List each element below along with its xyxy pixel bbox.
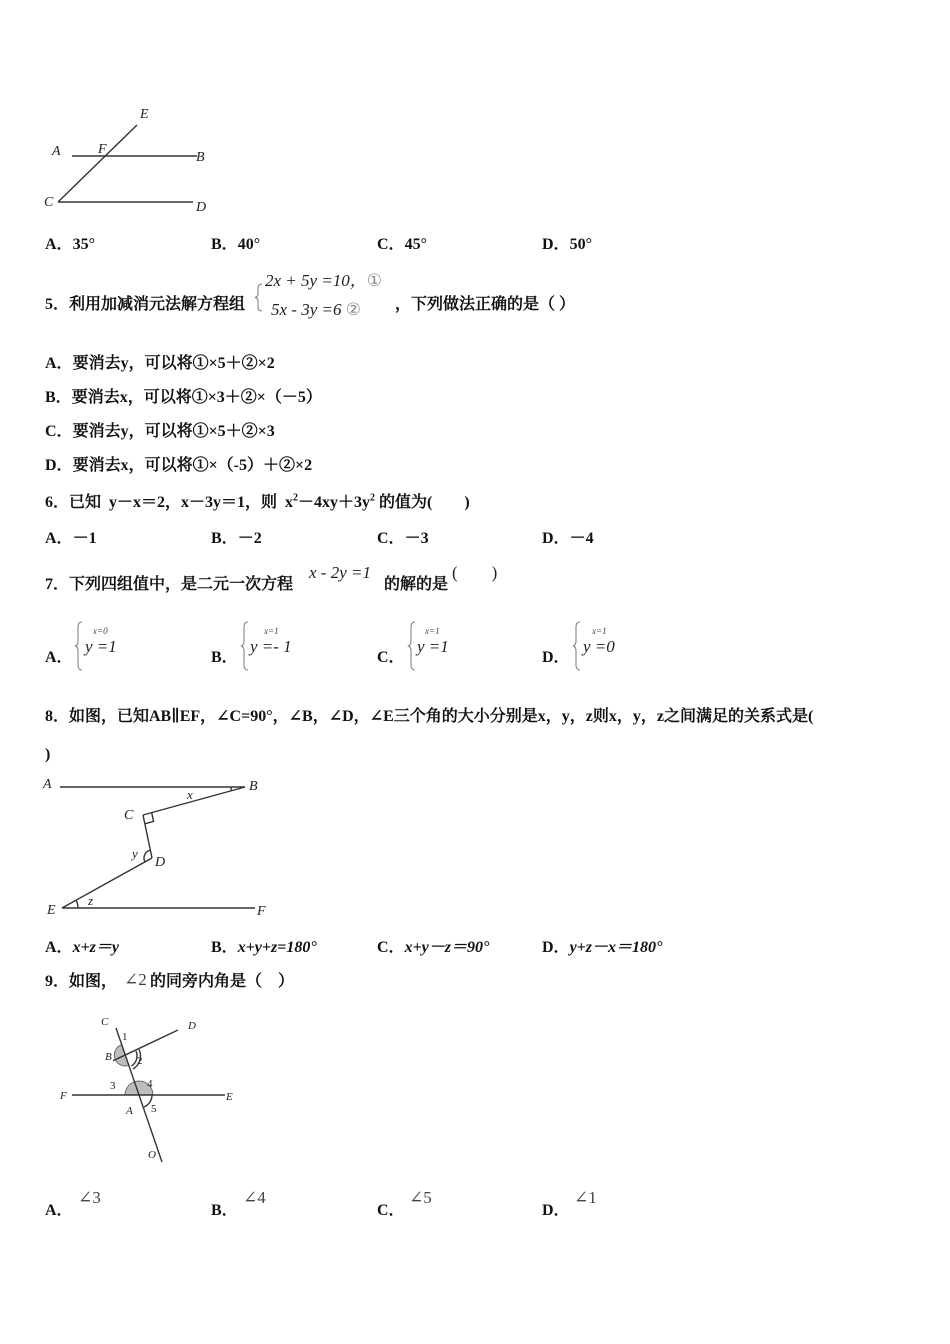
q6-option-c <box>377 530 429 548</box>
option-text: 要消去x，可以将①×（-5）＋②×2 <box>72 457 313 474</box>
q9-option-a-angle: ∠3 <box>78 1188 101 1207</box>
label-f: F <box>60 1090 67 1102</box>
q7-option-a-x: x=0 <box>93 626 108 636</box>
option-text: 要消去y，可以将①×5＋②×3 <box>72 423 275 440</box>
q7-stem-suffix: 的解的是 <box>384 576 449 593</box>
label-z: z <box>88 893 94 908</box>
exponent-1: 2 <box>293 492 299 504</box>
label-b: B <box>105 1051 112 1063</box>
angle-arc-x <box>231 787 232 791</box>
q7-option-d-letter: D． <box>542 649 570 666</box>
circled-number-1: ① <box>366 271 383 290</box>
q5-equation-2 <box>271 300 361 320</box>
label-e: E <box>140 107 149 122</box>
label-2: 2 <box>137 1055 143 1067</box>
label-a: A <box>126 1105 133 1117</box>
q7-option-a-y: y =1 <box>85 637 117 656</box>
q6-option-d <box>542 530 594 548</box>
line-ce <box>58 125 137 202</box>
option-letter: A． <box>45 236 73 253</box>
label-d: D <box>155 855 166 870</box>
q7-option-b-brace <box>241 621 249 671</box>
label-a: A <box>52 144 61 159</box>
option-letter: D． <box>45 457 73 474</box>
q7-option-c-x: x=1 <box>425 626 440 636</box>
equation-text: 5x - 3y =6 <box>271 300 342 319</box>
option-letter: B． <box>211 236 238 253</box>
q7-option-a-letter: A． <box>45 649 73 666</box>
label-d: D <box>188 1020 196 1032</box>
label-c: C <box>124 808 134 823</box>
option-letter: A． <box>45 355 73 372</box>
q5-option-a <box>45 355 275 373</box>
label-5: 5 <box>151 1103 157 1115</box>
q4-option-c <box>377 236 427 254</box>
option-text: 50° <box>569 236 592 253</box>
q9-option-a-letter: A． <box>45 1202 73 1219</box>
q9-stem-suffix: 的同旁内角是（ ） <box>150 973 295 990</box>
label-o: O <box>148 1149 156 1161</box>
q4-option-a <box>45 236 95 254</box>
figure-transversal-q9 <box>55 1012 245 1167</box>
q9-option-b-angle: ∠4 <box>243 1188 266 1207</box>
figure-zigzag-q8 <box>40 770 275 920</box>
label-f: F <box>98 142 107 157</box>
option-letter: C． <box>377 236 405 253</box>
option-text: 40° <box>237 236 261 253</box>
line-bc <box>143 787 245 815</box>
q7-option-d-y: y =0 <box>583 637 615 656</box>
stem-mid: －4xy＋3y <box>298 494 371 511</box>
label-4: 4 <box>147 1078 153 1090</box>
q8-stem-end: ) <box>45 746 51 763</box>
option-text: －3 <box>404 530 429 547</box>
label-y: y <box>132 846 138 861</box>
option-letter: A． <box>45 530 73 547</box>
q9-stem-prefix: 9．如图， <box>45 973 118 990</box>
option-letter: A． <box>45 939 73 956</box>
q9-option-b-letter: B． <box>211 1202 238 1219</box>
option-letter: B． <box>211 939 238 956</box>
option-text: －4 <box>569 530 594 547</box>
option-text: 要消去y，可以将①×5＋②×2 <box>72 355 275 372</box>
option-letter: D． <box>542 939 570 956</box>
q9-option-c-letter: C． <box>377 1202 405 1219</box>
q5-system-brace <box>254 283 264 313</box>
angle-arc-z <box>76 900 78 908</box>
q6-option-a <box>45 530 97 548</box>
q5-option-b <box>45 389 322 407</box>
option-text: x+y－z＝90° <box>404 939 490 956</box>
option-text: 35° <box>72 236 95 253</box>
q9-stem-angle: ∠2 <box>124 970 147 989</box>
stem-suffix: 的值为( ) <box>375 494 470 511</box>
q4-option-b <box>211 236 260 254</box>
label-c: C <box>101 1016 109 1028</box>
option-text: －1 <box>72 530 97 547</box>
q7-option-d-brace <box>573 621 581 671</box>
q8-stem: 8．如图，已知AB∥EF，∠C=90°，∠B，∠D，∠E三个角的大小分别是x，y，z则x，y，z之间满足的关系式是( <box>45 708 814 725</box>
q7-option-d-x: x=1 <box>592 626 607 636</box>
q5-equation-1 <box>265 271 382 291</box>
option-letter: C． <box>377 939 405 956</box>
q8-option-a <box>45 939 119 957</box>
q9-option-d-letter: D． <box>542 1202 570 1219</box>
option-text: 要消去x，可以将①×3＋②×（－5） <box>71 389 322 406</box>
option-text: y+z－x＝180° <box>569 939 663 956</box>
circled-number-2: ② <box>345 300 361 319</box>
option-text: x+y+z=180° <box>237 939 317 956</box>
label-b: B <box>249 779 258 794</box>
exponent-2: 2 <box>370 492 376 504</box>
q9-option-d-angle: ∠1 <box>574 1188 597 1207</box>
q7-option-b-letter: B． <box>211 649 238 666</box>
label-f: F <box>257 904 266 919</box>
q8-option-b <box>211 939 317 957</box>
label-1: 1 <box>122 1031 128 1043</box>
stem-prefix: 6．已知 y－x＝2，x－3y＝1，则 x <box>45 494 294 511</box>
q5-stem: 5．利用加减消元法解方程组 <box>45 296 246 313</box>
q7-option-c-brace <box>408 621 416 671</box>
option-letter: B． <box>45 389 72 406</box>
q7-option-c-y: y =1 <box>417 637 449 656</box>
label-3: 3 <box>110 1080 116 1092</box>
option-letter: D． <box>542 530 570 547</box>
q7-option-a-brace <box>75 621 83 671</box>
label-b: B <box>196 150 205 165</box>
q6-stem <box>45 494 470 512</box>
label-e: E <box>47 903 56 918</box>
equation-text: 2x + 5y =10， <box>265 271 367 290</box>
q8-option-d <box>542 939 662 957</box>
q7-stem: 7．下列四组值中，是二元一次方程 <box>45 576 294 593</box>
option-letter: C． <box>45 423 73 440</box>
q7-option-b-x: x=1 <box>264 626 279 636</box>
figure-parallel-lines-q4 <box>40 100 220 220</box>
shaded-angle-b <box>114 1045 129 1066</box>
option-text: －2 <box>237 530 262 547</box>
q5-option-c <box>45 423 275 441</box>
option-letter: D． <box>542 236 570 253</box>
option-letter: B． <box>211 530 238 547</box>
option-text: 45° <box>404 236 427 253</box>
q6-option-b <box>211 530 262 548</box>
label-x: x <box>187 787 193 802</box>
q8-option-c <box>377 939 489 957</box>
q5-stem-suffix: ，下列做法正确的是（ ） <box>395 296 576 313</box>
option-letter: C． <box>377 530 405 547</box>
q4-option-d <box>542 236 592 254</box>
q5-option-d <box>45 457 312 475</box>
q7-option-c-letter: C． <box>377 649 405 666</box>
label-e: E <box>226 1091 233 1103</box>
q7-option-b-y: y =- 1 <box>250 637 292 656</box>
label-c: C <box>44 195 54 210</box>
q9-option-c-angle: ∠5 <box>409 1188 432 1207</box>
q7-answer-paren: ( ) <box>452 563 498 582</box>
label-d: D <box>196 200 207 215</box>
option-text: x+z＝y <box>72 939 120 956</box>
q7-equation: x - 2y =1 <box>309 563 371 582</box>
label-a: A <box>43 777 52 792</box>
